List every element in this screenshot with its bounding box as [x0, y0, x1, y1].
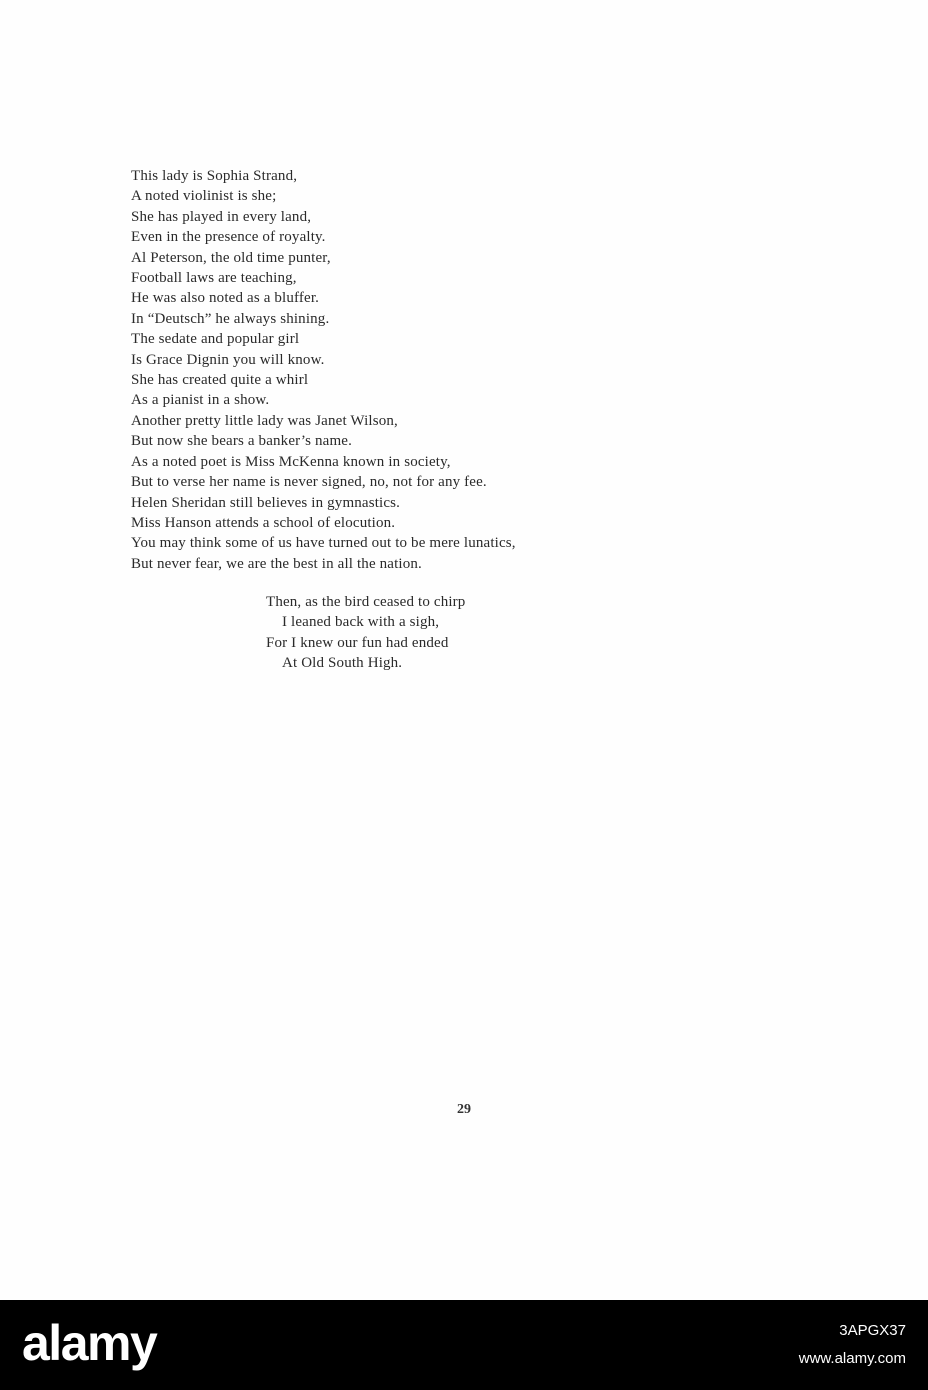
stanza-line: At Old South High.: [282, 655, 403, 672]
poem-line: As a pianist in a show.: [131, 392, 270, 409]
stanza-line: For I knew our fun had ended: [266, 634, 449, 651]
closing-stanza: [266, 592, 465, 674]
poem-line: Miss Hanson attends a school of elocution.: [131, 514, 396, 531]
poem-line: Even in the presence of royalty.: [131, 229, 326, 246]
poem-line: But now she bears a banker’s name.: [131, 433, 353, 450]
poem-line: She has played in every land,: [131, 208, 312, 225]
poem-line: Is Grace Dignin you will know.: [131, 351, 325, 368]
poem-line: As a noted poet is Miss McKenna known in society,: [131, 453, 451, 470]
poem-line: Helen Sheridan still believes in gymnastics.: [131, 494, 401, 511]
poem-line: He was also noted as a bluffer.: [131, 290, 320, 307]
poem-line: A noted violinist is she;: [131, 188, 277, 205]
poem-line: You may think some of us have turned out to be mere lunatics,: [131, 535, 516, 552]
stanza-line: Then, as the bird ceased to chirp: [266, 594, 466, 610]
poem-line: Football laws are teaching,: [131, 270, 297, 287]
watermark-url: www.alamy.com: [798, 1350, 906, 1367]
alamy-logo: alamy: [22, 1315, 157, 1371]
poem-line: In “Deutsch” he always shining.: [131, 310, 330, 327]
poem-line: This lady is Sophia Strand,: [131, 168, 298, 184]
poem-line: The sedate and popular girl: [131, 331, 300, 348]
poem-line: But to verse her name is never signed, no, not for any fee.: [131, 474, 487, 491]
page-number: 29: [457, 1102, 471, 1117]
poem-line: But never fear, we are the best in all the nation.: [131, 555, 422, 572]
watermark-banner: [0, 1300, 928, 1390]
image-id: 3APGX37: [839, 1322, 906, 1339]
poem-line: She has created quite a whirl: [131, 372, 309, 389]
poem-line: Al Peterson, the old time punter,: [131, 249, 331, 266]
poem-line: Another pretty little lady was Janet Wilson,: [131, 412, 398, 429]
poem-body: [131, 166, 516, 574]
stanza-line: I leaned back with a sigh,: [282, 614, 440, 631]
